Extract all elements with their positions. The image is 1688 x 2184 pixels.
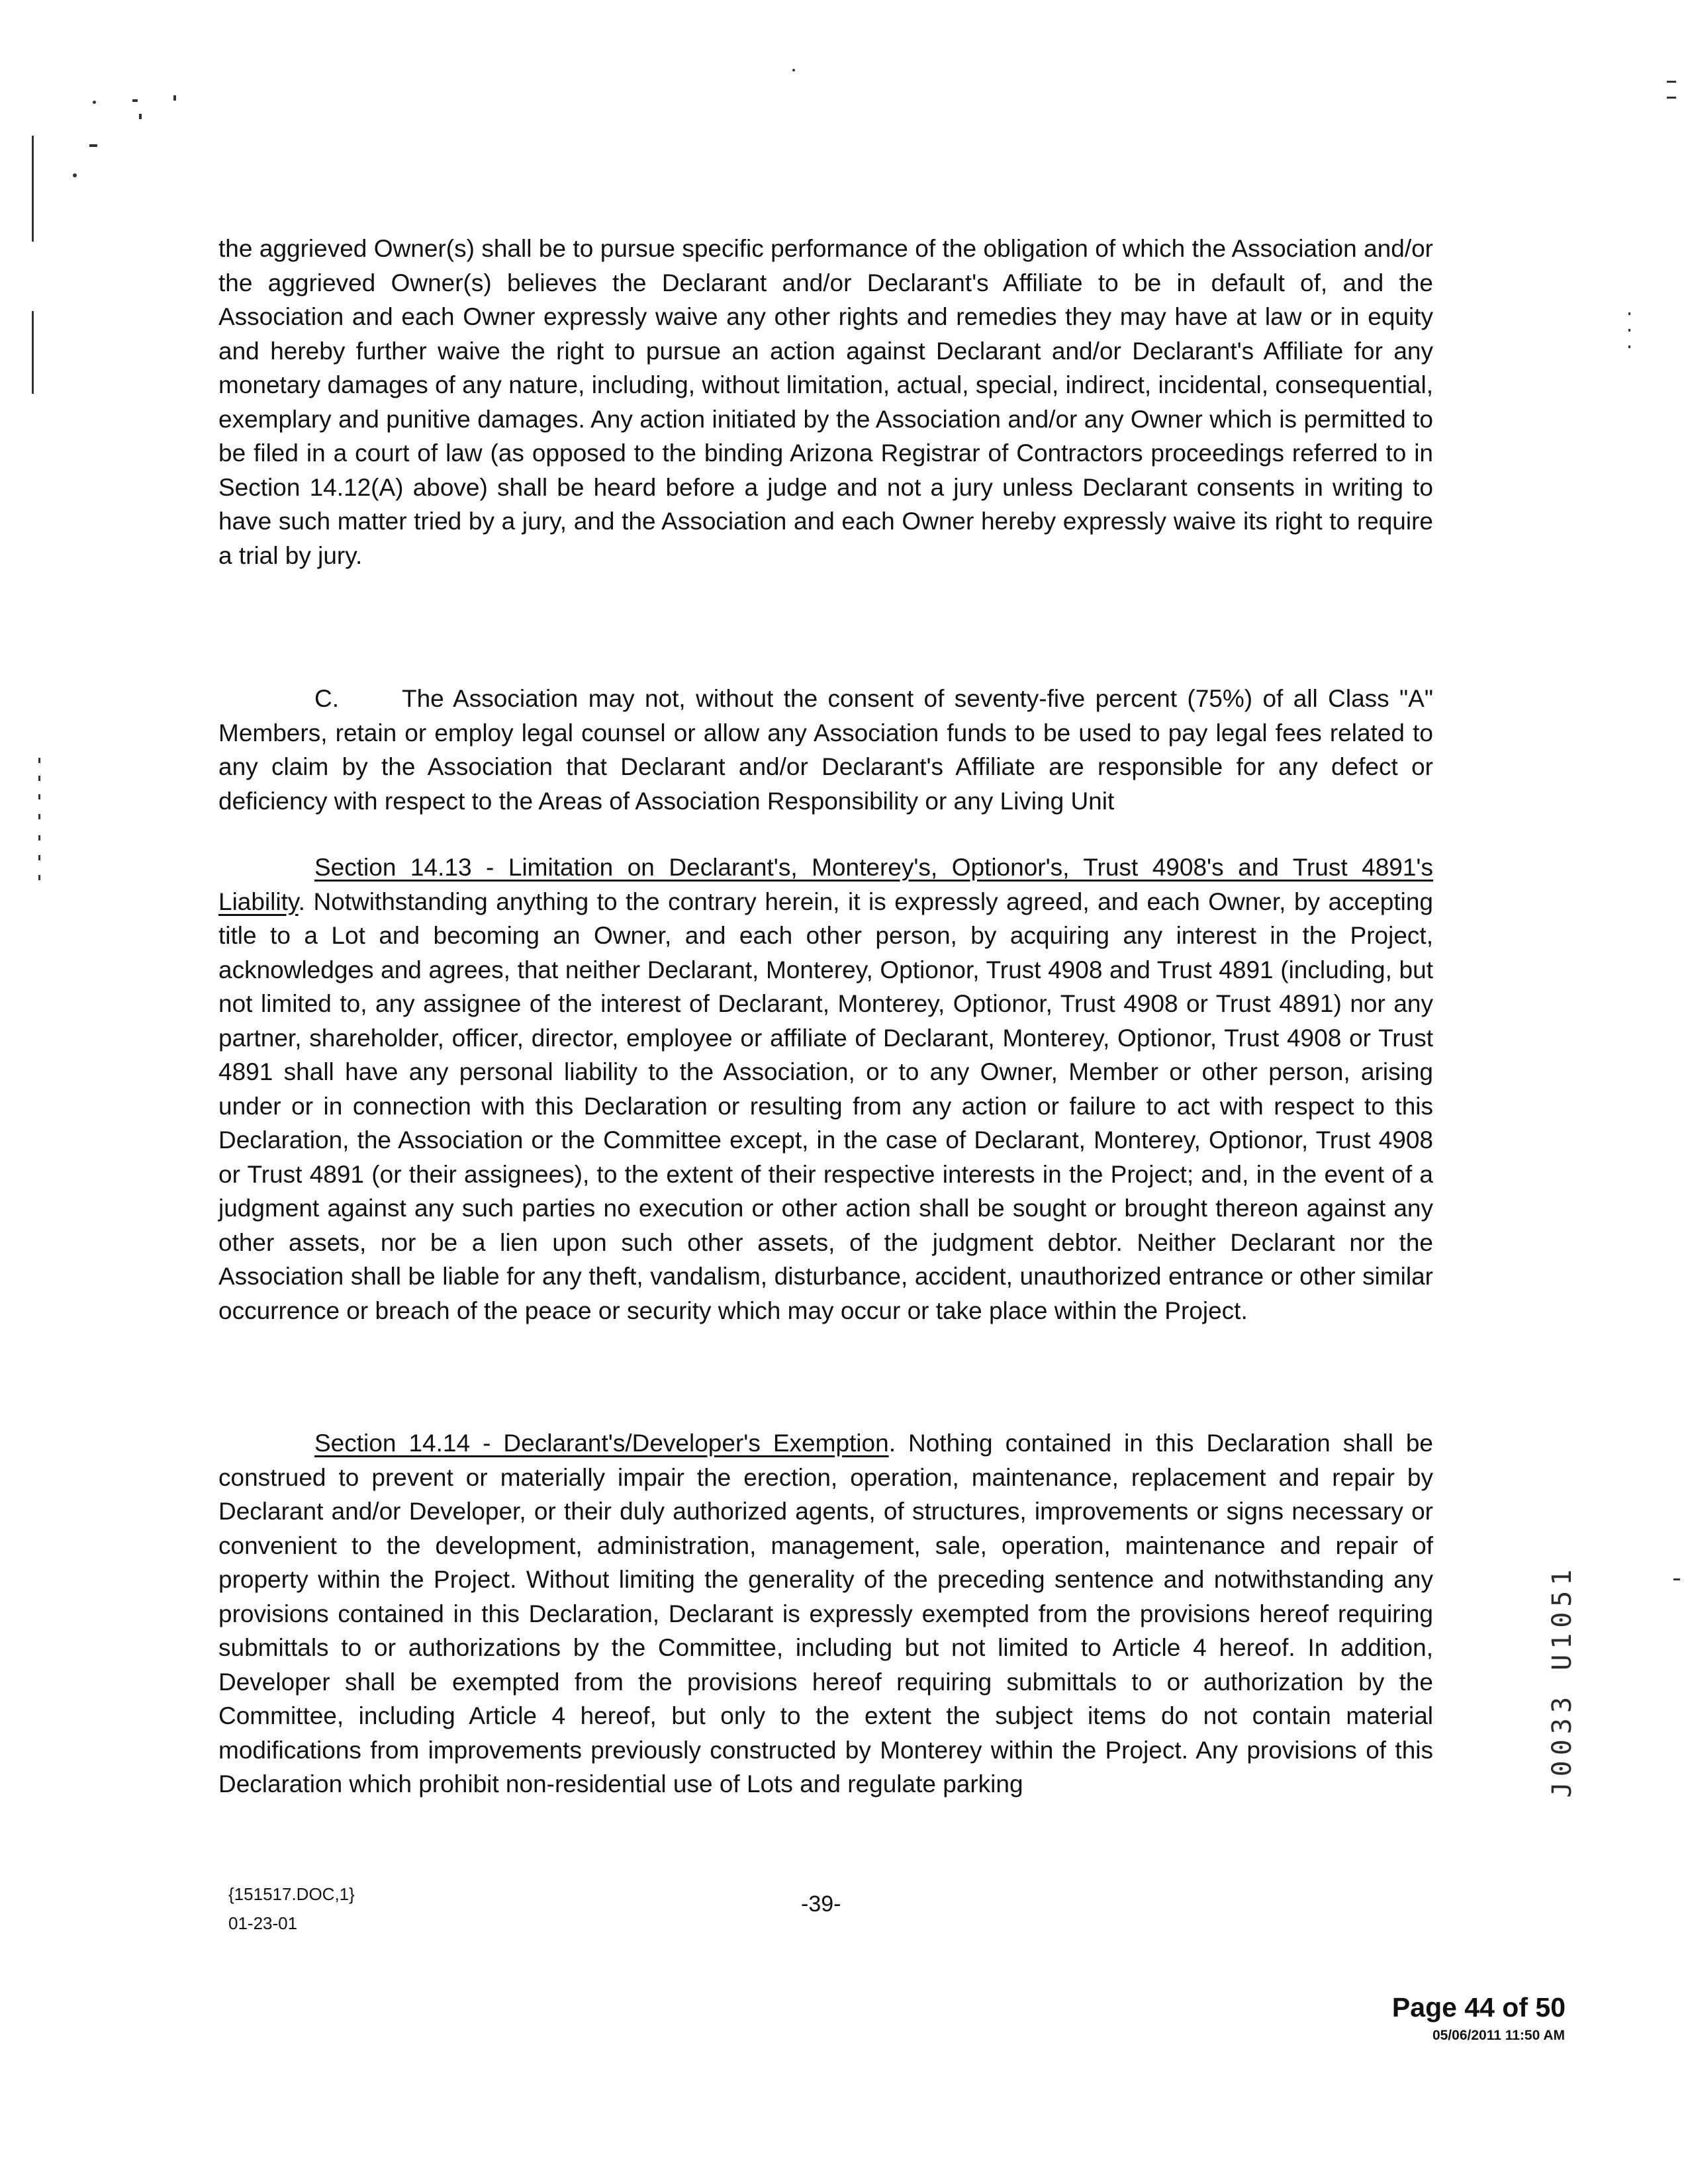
scan-speck — [1628, 345, 1630, 348]
scan-speck — [38, 855, 40, 860]
footer-doc-id: {151517.DOC,1} — [228, 1884, 355, 1904]
section-14-14-text: . Nothing contained in this Declaration shall be construed to prevent or materially impair the erection, operation, maintenance, replacement and repair by Declarant and/or Developer, or their duly authorized agents, of structures, improvements or signs necessary or convenient to the development, administration, management, sale, operation, maintenance and repair of property within the Project. Without limiting the generality of the preceding sentence and notwithstanding any provisions contained in this Declaration, Declarant is expressly exempted from the provisions hereof requiring submittals to or authorizations by the Committee, including but not limited to Article 4 hereof. In addition, Developer shall be exempted from the provisions hereof requiring submittals to or authorization by the Committee, including Article 4 hereof, but only to the extent the subject items do not contain material modifications from improvements previously constructed by Monterey within the Project. Any provisions of this Declaration which prohibit non-residential use of Lots and regulate parking — [218, 1430, 1433, 1797]
scan-speck — [38, 794, 40, 799]
subsection-c-text: The Association may not, without the consent of seventy-five percent (75%) of all Class "A" Members, retain or employ legal counsel or allow any Association funds to be used to pay legal fees related to any claim by the Association that Declarant and/or Declarant's Affiliate are responsible for any defect or deficiency with respect to the Areas of Association Responsibility or any Living Unit — [218, 685, 1433, 815]
section-14-14 — [218, 1426, 1433, 1801]
section-14-13-text: . Notwithstanding anything to the contrary herein, it is expressly agreed, and each Owner, by accepting title to a Lot and becoming an Owner, and each other person, by acquiring any interest in the Project, acknowledges and agrees, that neither Declarant, Monterey, Optionor, Trust 4908 and Trust 4891 (including, but not limited to, any assignee of the interest of Declarant, Monterey, Optionor, Trust 4908 or Trust 4891) nor any partner, shareholder, officer, director, employee or affiliate of Declarant, Monterey, Optionor, Trust 4908 or Trust 4891 shall have any personal liability to the Association, or to any Owner, Member or other person, arising under or in connection with this Declaration or resulting from any action or failure to act with respect to this Declaration, the Association or the Committee except, in the case of Declarant, Monterey, Optionor, Trust 4908 or Trust 4891 (or their assignees), to the extent of their respective interests in the Project; and, in the event of a judgment against any such parties no execution or other action shall be sought or brought thereon against any other assets, nor be a lien upon such other assets, of the judgment debtor. Neither Declarant nor the Association shall be liable for any theft, vandalism, disturbance, accident, unauthorized entrance or other similar occurrence or breach of the peace or security which may occur or take place within the Project. — [218, 887, 1433, 1324]
scan-speck — [38, 776, 40, 781]
footer-date: 01-23-01 — [228, 1913, 298, 1933]
scan-speck — [89, 144, 97, 147]
stamp-page-count: Page 44 of 50 — [1391, 1992, 1566, 2023]
stamp-datetime: 05/06/2011 11:50 AM — [1432, 2028, 1565, 2043]
scan-speck — [132, 99, 138, 102]
scan-margin-line — [32, 311, 34, 394]
scan-speck — [792, 69, 795, 71]
side-code-text: J0033 U1051 — [1547, 1564, 1577, 1798]
scan-margin-line — [32, 136, 34, 242]
subsection-c — [218, 682, 1433, 818]
scan-speck — [1628, 329, 1630, 332]
scan-speck — [38, 835, 40, 841]
scan-speck — [139, 114, 142, 119]
section-14-13-heading: Section 14.13 - Limitation on Declarant's, Monterey's, Optionor's, Trust 4908's and Trust 4891's Liability — [218, 854, 1433, 915]
scan-speck — [38, 758, 40, 763]
section-14-14-heading: Section 14.14 - Declarant's/Developer's Exemption — [314, 1430, 889, 1457]
scan-speck — [1667, 97, 1676, 99]
scan-speck — [38, 814, 40, 819]
scan-speck — [173, 95, 176, 101]
scan-speck — [1667, 81, 1676, 83]
subsection-c-label: C. — [314, 685, 339, 712]
section-14-13 — [218, 850, 1433, 1328]
scan-speck — [73, 173, 77, 177]
scan-speck — [38, 875, 40, 880]
scan-speck — [93, 101, 96, 104]
footer-doc-info — [228, 1880, 355, 1938]
footer-page-number: -39- — [801, 1891, 841, 1917]
scan-speck — [1673, 1578, 1680, 1580]
scan-speck — [1628, 312, 1630, 315]
paragraph-continuation: the aggrieved Owner(s) shall be to pursue specific performance of the obligation of which the Association and/or the aggrieved Owner(s) believes the Declarant and/or Declarant's Affiliate to be in default of, and the Association and each Owner expressly waive any other rights and remedies they may have at law or in equity and hereby further waive the right to pursue an action against Declarant and/or Declarant's Affiliate for any monetary damages of any nature, including, without limitation, actual, special, indirect, incidental, consequential, exemplary and punitive damages. Any action initiated by the Association and/or any Owner which is permitted to be filed in a court of law (as opposed to the binding Arizona Registrar of Contractors proceedings referred to in Section 14.12(A) above) shall be heard before a judge and not a jury unless Declarant consents in writing to have such matter tried by a jury, and the Association and each Owner hereby expressly waive its right to require a trial by jury. — [218, 235, 1433, 569]
side-recording-code — [1542, 1522, 1582, 1840]
